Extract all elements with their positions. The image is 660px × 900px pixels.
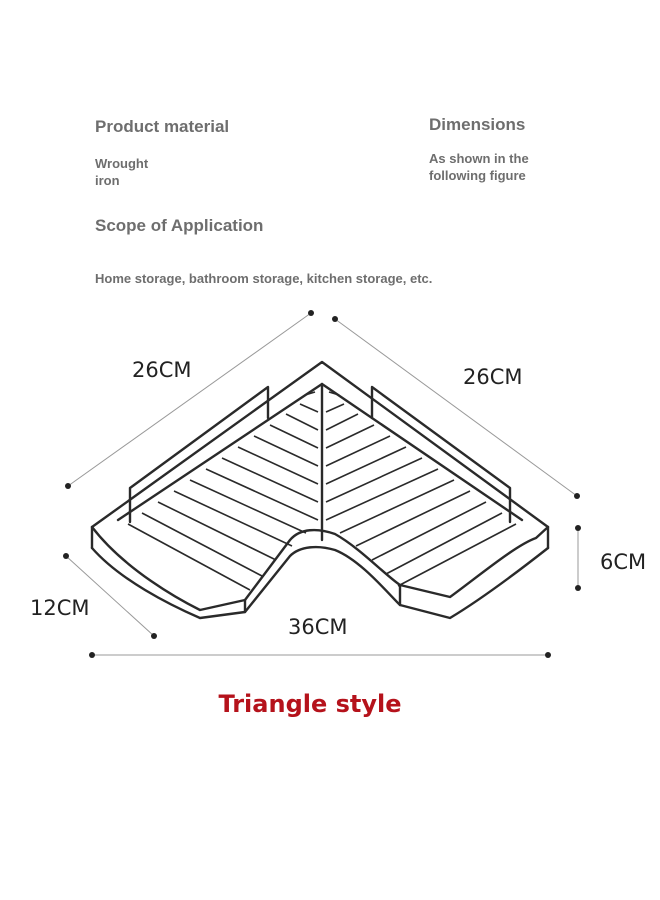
material-value-line2: iron bbox=[95, 173, 120, 188]
dimensions-value-line1: As shown in the bbox=[429, 151, 529, 166]
dimensions-heading: Dimensions bbox=[429, 115, 526, 134]
wire-shelf bbox=[92, 362, 548, 618]
right-length-label: 26CM bbox=[463, 365, 523, 389]
material-value-line1: Wrought bbox=[95, 156, 149, 171]
height-label: 6CM bbox=[600, 550, 647, 574]
width-label: 36CM bbox=[288, 615, 348, 639]
left-length-label: 26CM bbox=[132, 358, 192, 382]
dimensions-value-line2: following figure bbox=[429, 168, 526, 183]
style-caption: Triangle style bbox=[218, 690, 402, 718]
depth-label: 12CM bbox=[30, 596, 90, 620]
scope-heading: Scope of Application bbox=[95, 216, 264, 235]
material-heading: Product material bbox=[95, 117, 230, 136]
scope-value: Home storage, bathroom storage, kitchen storage, etc. bbox=[95, 271, 433, 286]
